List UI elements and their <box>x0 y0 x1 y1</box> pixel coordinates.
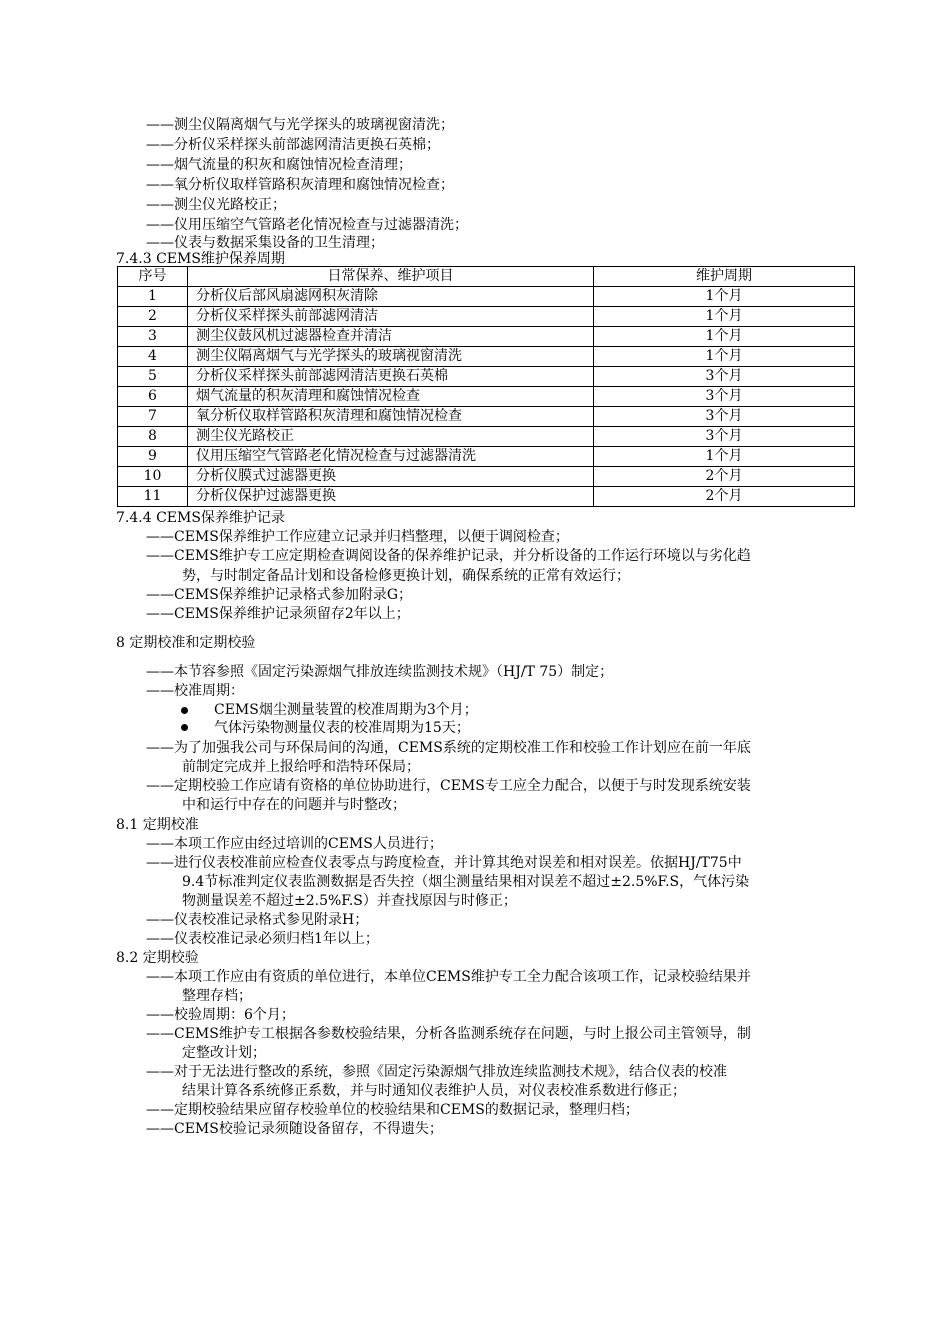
row-index: 2 <box>118 307 188 327</box>
row-item: 烟气流量的积灰清理和腐蚀情况检查 <box>188 387 594 407</box>
paragraph-line: ——校准周期： <box>146 683 244 699</box>
row-cycle: 3个月 <box>594 427 855 447</box>
intro-line: ——仪表与数据采集设备的卫生清理； <box>146 235 384 251</box>
paragraph-line: ——定期校验工作应请有资格的单位协助进行，CEMS专工应全力配合，以便于与时发现系统安装 <box>146 778 751 794</box>
row-cycle: 1个月 <box>594 347 855 367</box>
paragraph-line: 整理存档； <box>182 988 252 1004</box>
paragraph-line: ——CEMS校验记录须随设备留存，不得遗失； <box>146 1121 443 1137</box>
row-index: 11 <box>118 487 188 507</box>
paragraph-line: 势，与时制定备品计划和设备检修更换计划，确保系统的正常有效运行； <box>182 568 630 584</box>
paragraph-line: ——CEMS保养维护记录格式参加附录G； <box>146 587 413 603</box>
row-index: 8 <box>118 427 188 447</box>
section-heading-8: 8 定期校准和定期校验 <box>116 635 256 651</box>
row-index: 3 <box>118 327 188 347</box>
row-cycle: 1个月 <box>594 447 855 467</box>
paragraph-line: ——对于无法进行整改的系统，参照《固定污染源烟气排放连续监测技术规》，结合仪表的校准 <box>146 1064 727 1080</box>
row-cycle: 1个月 <box>594 327 855 347</box>
paragraph-line: ——仪表校准记录格式参见附录H； <box>146 912 369 928</box>
row-index: 5 <box>118 367 188 387</box>
paragraph-line: ——进行仪表校准前应检查仪表零点与跨度检查，并计算其绝对误差和相对误差。依据HJ/T75中 <box>146 855 742 871</box>
table-header-row <box>118 267 855 287</box>
paragraph-line: ——本项工作应由经过培训的CEMS人员进行； <box>146 836 443 852</box>
paragraph-line: 结果计算各系统修正系数，并与时通知仪表维护人员，对仪表校准系数进行修正； <box>182 1083 686 1099</box>
paragraph-line: ——CEMS保养维护工作应建立记录并归档整理，以便于调阅检查； <box>146 529 569 545</box>
table-row <box>118 287 855 307</box>
row-item: 氧分析仪取样管路积灰清理和腐蚀情况检查 <box>188 407 594 427</box>
bullet-icon <box>181 707 188 714</box>
table-row <box>118 327 855 347</box>
section-heading-743: 7.4.3 CEMS维护保养周期 <box>116 251 285 267</box>
row-index: 4 <box>118 347 188 367</box>
section-heading-81: 8.1 定期校准 <box>116 817 199 833</box>
row-index: 1 <box>118 287 188 307</box>
maintenance-cycle-table <box>117 266 855 507</box>
row-cycle: 3个月 <box>594 387 855 407</box>
row-item: 测尘仪鼓风机过滤器检查并清洁 <box>188 327 594 347</box>
intro-line: ——测尘仪光路校正； <box>146 197 286 213</box>
table-row <box>118 407 855 427</box>
table-row <box>118 367 855 387</box>
row-index: 10 <box>118 467 188 487</box>
paragraph-line: 9.4节标准判定仪表监测数据是否失控（烟尘测量结果相对误差不超过±2.5%F.S，气体污染 <box>182 874 750 890</box>
paragraph-line: ——本项工作应由有资质的单位进行，本单位CEMS维护专工全力配合该项工作，记录校验结果并 <box>146 969 751 985</box>
paragraph-line: ——为了加强我公司与环保局间的沟通，CEMS系统的定期校准工作和校验工作计划应在前一年底 <box>146 740 751 756</box>
intro-line: ——测尘仪隔离烟气与光学探头的玻璃视窗清洗； <box>146 117 454 133</box>
row-item: 分析仪采样探头前部滤网清洁 <box>188 307 594 327</box>
paragraph-line: ——校验周期：6个月； <box>146 1007 295 1023</box>
table-row <box>118 307 855 327</box>
row-cycle: 2个月 <box>594 467 855 487</box>
paragraph-line: 中和运行中存在的问题并与时整改； <box>182 797 406 813</box>
row-index: 7 <box>118 407 188 427</box>
paragraph-line: 前制定完成并上报给呼和浩特环保局； <box>182 759 420 775</box>
row-cycle: 3个月 <box>594 367 855 387</box>
header-cycle: 维护周期 <box>594 267 855 287</box>
table-row <box>118 487 855 507</box>
row-item: 分析仪膜式过滤器更换 <box>188 467 594 487</box>
header-item: 日常保养、维护项目 <box>188 267 594 287</box>
bullet-item: CEMS烟尘测量装置的校准周期为3个月； <box>214 702 478 718</box>
row-item: 仪用压缩空气管路老化情况检查与过滤器清洗 <box>188 447 594 467</box>
paragraph-line: ——仪表校准记录必须归档1年以上； <box>146 931 379 947</box>
row-item: 分析仪保护过滤器更换 <box>188 487 594 507</box>
row-item: 分析仪采样探头前部滤网清洁更换石英棉 <box>188 367 594 387</box>
intro-line: ——分析仪采样探头前部滤网清洁更换石英棉； <box>146 137 440 153</box>
row-cycle: 1个月 <box>594 307 855 327</box>
row-cycle: 3个月 <box>594 407 855 427</box>
row-item: 测尘仪光路校正 <box>188 427 594 447</box>
paragraph-line: ——本节容参照《固定污染源烟气排放连续监测技术规》（HJ/T 75）制定； <box>146 664 614 680</box>
table-row <box>118 447 855 467</box>
paragraph-line: ——CEMS维护专工应定期检查调阅设备的保养维护记录，并分析设备的工作运行环境以与劣化趋 <box>146 548 751 564</box>
row-index: 9 <box>118 447 188 467</box>
paragraph-line: 物测量误差不超过±2.5%F.S）并查找原因与时修正； <box>182 893 517 909</box>
row-index: 6 <box>118 387 188 407</box>
section-heading-744: 7.4.4 CEMS保养维护记录 <box>116 510 285 526</box>
row-cycle: 2个月 <box>594 487 855 507</box>
row-item: 分析仪后部风扇滤网积灰清除 <box>188 287 594 307</box>
intro-line: ——氧分析仪取样管路积灰清理和腐蚀情况检查； <box>146 177 454 193</box>
paragraph-line: ——CEMS保养维护记录须留存2年以上； <box>146 606 410 622</box>
table-row <box>118 347 855 367</box>
section-heading-82: 8.2 定期校验 <box>116 950 199 966</box>
header-index: 序号 <box>118 267 188 287</box>
bullet-item: 气体污染物测量仪表的校准周期为15天； <box>214 720 470 736</box>
row-item: 测尘仪隔离烟气与光学探头的玻璃视窗清洗 <box>188 347 594 367</box>
paragraph-line: 定整改计划； <box>182 1045 266 1061</box>
table-row <box>118 387 855 407</box>
paragraph-line: ——定期校验结果应留存校验单位的校验结果和CEMS的数据记录，整理归档； <box>146 1102 639 1118</box>
intro-line: ——烟气流量的积灰和腐蚀情况检查清理； <box>146 157 412 173</box>
paragraph-line: ——CEMS维护专工根据各参数校验结果，分析各监测系统存在问题，与时上报公司主管领导，制 <box>146 1026 751 1042</box>
table-row <box>118 427 855 447</box>
table-row <box>118 467 855 487</box>
row-cycle: 1个月 <box>594 287 855 307</box>
intro-line: ——仪用压缩空气管路老化情况检查与过滤器清洗； <box>146 217 468 233</box>
bullet-icon <box>181 724 188 731</box>
